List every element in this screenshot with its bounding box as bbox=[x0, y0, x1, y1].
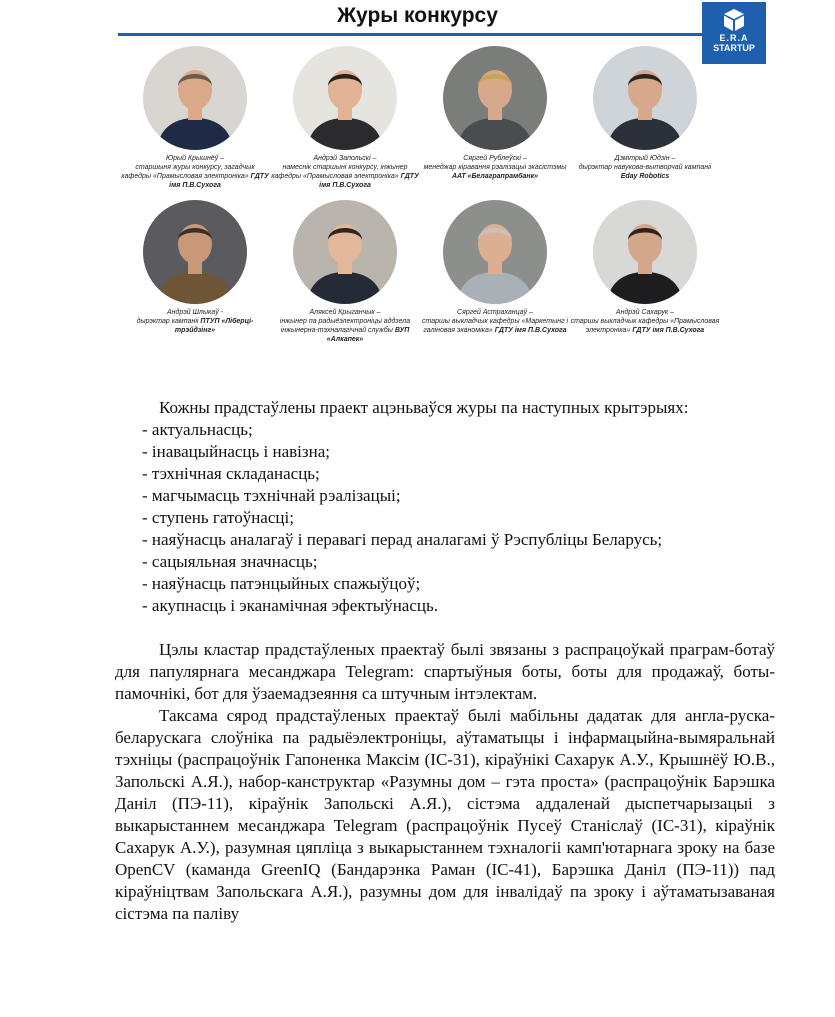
list-item: - наяўнасць аналагаў і перавагі перад аналагамі ў Рэспубліцы Беларусь; bbox=[142, 530, 663, 549]
list-item: - магчымасць тэхнічнай рэалізацыі; bbox=[142, 486, 401, 505]
jury-caption bbox=[120, 308, 270, 335]
jury-organization: ГДТУ імя П.В.Сухога bbox=[319, 173, 419, 189]
jury-name: Сяргей Рублеўскі – bbox=[463, 155, 527, 162]
jury-photo bbox=[443, 46, 547, 150]
jury-caption bbox=[570, 154, 720, 181]
person-portrait-icon bbox=[443, 200, 547, 304]
jury-caption bbox=[420, 308, 570, 335]
jury-organization: ГДТУ імя П.В.Сухога bbox=[494, 327, 567, 334]
jury-organization: ААТ «Белаграпрамбанк» bbox=[451, 173, 539, 180]
jury-role: намеснік старшыні конкурсу, інжынер кафедры «Прамысловая электроніка» bbox=[271, 164, 408, 180]
jury-photo bbox=[593, 46, 697, 150]
jury-member bbox=[570, 46, 720, 190]
jury-name: Андрэй Сахарук – bbox=[615, 309, 675, 316]
jury-member bbox=[120, 46, 270, 190]
jury-photo bbox=[143, 200, 247, 304]
jury-caption bbox=[420, 154, 570, 181]
list-item: - сацыяльная значнасць; bbox=[142, 552, 318, 571]
jury-caption bbox=[120, 154, 270, 190]
jury-photo bbox=[443, 200, 547, 304]
jury-member bbox=[270, 200, 420, 344]
logo-text-top: E.R.A bbox=[719, 33, 749, 43]
person-portrait-icon bbox=[143, 46, 247, 150]
jury-photo bbox=[293, 200, 397, 304]
jury-member bbox=[420, 46, 570, 190]
person-portrait-icon bbox=[593, 46, 697, 150]
jury-role: старшы выкладчык кафедры «Маркетынг і галіновая эканоміка» bbox=[421, 318, 569, 334]
jury-role: старшыня журы конкурсу, загадчык кафедры «Прамысловая электроніка» bbox=[121, 164, 255, 180]
intro-paragraph: Кожны прадстаўлены праект ацэньваўся журы па наступных крытэрыях: bbox=[159, 398, 689, 417]
page-title: Журы конкурсу bbox=[337, 4, 498, 27]
jury-caption bbox=[270, 154, 420, 190]
jury-role: інжынер па радыёэлектроніцы аддзела інжынерна-тэхналагічнай службы bbox=[279, 318, 411, 334]
list-item: - ступень гатоўнасці; bbox=[142, 508, 294, 527]
jury-role: старшы выкладчык кафедры «Прамысловая электроніка» bbox=[570, 318, 720, 334]
jury-name: Юрый Крышнёў – bbox=[165, 155, 225, 162]
list-item: - інавацыйнасць і навізна; bbox=[142, 442, 330, 461]
jury-member bbox=[420, 200, 570, 344]
jury-member bbox=[270, 46, 420, 190]
title-underline bbox=[118, 33, 703, 36]
jury-role: дырэктар кампаніі bbox=[136, 318, 199, 325]
jury-organization: ВУП «Алкапек» bbox=[326, 327, 410, 343]
jury-photo bbox=[593, 200, 697, 304]
body-paragraph: Таксама сярод прадстаўленых праектаў былі мабільны дадатак для англа-руска-беларускага слоўніка па радыёэлектроніцы, аўтаматыцы і інфармацыйна-вымяральнай тэхніцы (распрацоўнік Гапоненка Максім (ІС-31), кіраўнікі Сахарук А.У., Крышнёў Ю.В., Запольскі А.Я.), набор-канструктар «Разумны дом – гэта проста» (распрацоўнік Барэшка Даніл (ПЭ-11), кіраўнік Запольскі А.Я.), сістэма аддаленай дыспетчарызацыі з выкарыстаннем месанджара Telegram (распрацоўнік Пусеў Станіслаў (ІС-31), кіраўнік Сахарук А.У.), разумная цяпліца з выкарыстаннем тэхналогіі камп'ютарнага зроку на базе OpenCV (каманда GreenIQ (Бандарэнка Раман (ІС-41), Барэшка Даніл (ПЭ-11)) пад кіраўніцтвам Запольскага А.Я.), разумны дом для інвалідаў па зроку і аўтаматызаваная сістэма па паліву bbox=[115, 706, 775, 923]
cube-icon bbox=[721, 7, 747, 33]
jury-photo bbox=[293, 46, 397, 150]
jury-organization: ПТУП «Ліберці-трэйдзінг» bbox=[174, 318, 254, 334]
jury-row bbox=[120, 200, 720, 344]
list-item: - тэхнічная складанасць; bbox=[142, 464, 320, 483]
criteria-list bbox=[115, 419, 775, 617]
jury-name: Аляксей Крыганчык – bbox=[309, 309, 381, 316]
person-portrait-icon bbox=[293, 46, 397, 150]
jury-organization: Eday Robotics bbox=[620, 173, 670, 180]
jury-grid bbox=[120, 40, 720, 344]
jury-row bbox=[120, 46, 720, 190]
body-paragraph: Цэлы кластар прадстаўленых праектаў былі звязаны з распрацоўкай праграм-ботаў для папулярнага месанджара Telegram: спартыўныя боты, боты для продажаў, боты-памочнікі, бот для ўзаемадзеяння са штучным інтэлектам. bbox=[115, 640, 775, 703]
jury-name: Андрэй Запольскі – bbox=[313, 155, 377, 162]
person-portrait-icon bbox=[593, 200, 697, 304]
jury-role: менеджар кіравання рэалізацыі экасістэмы bbox=[423, 164, 567, 171]
jury-organization: ГДТУ імя П.В.Сухога bbox=[632, 327, 705, 334]
jury-name: Сяргей Астраханцаў – bbox=[457, 309, 533, 316]
list-item: - наяўнасць патэнцыйных спажыўцоў; bbox=[142, 574, 421, 593]
spacer bbox=[115, 617, 775, 639]
jury-member bbox=[570, 200, 720, 344]
logo-text-bottom: STARTUP bbox=[713, 43, 755, 53]
person-portrait-icon bbox=[293, 200, 397, 304]
person-portrait-icon bbox=[443, 46, 547, 150]
list-item: - акупнасць і эканамічная эфектыўнасць. bbox=[142, 596, 438, 615]
jury-member bbox=[120, 200, 270, 344]
jury-caption bbox=[570, 308, 720, 335]
jury-name: Дзмітрый Юдзін – bbox=[614, 155, 676, 162]
list-item: - актуальнасць; bbox=[142, 420, 253, 439]
document-body bbox=[115, 397, 775, 925]
person-portrait-icon bbox=[143, 200, 247, 304]
jury-name: Андрэй Шлыкаў - bbox=[167, 309, 223, 316]
jury-role: дырэктар навукова-вытворчай кампаніі bbox=[578, 164, 712, 171]
jury-caption bbox=[270, 308, 420, 344]
jury-organization: ГДТУ імя П.В.Сухога bbox=[169, 173, 269, 189]
jury-photo bbox=[143, 46, 247, 150]
